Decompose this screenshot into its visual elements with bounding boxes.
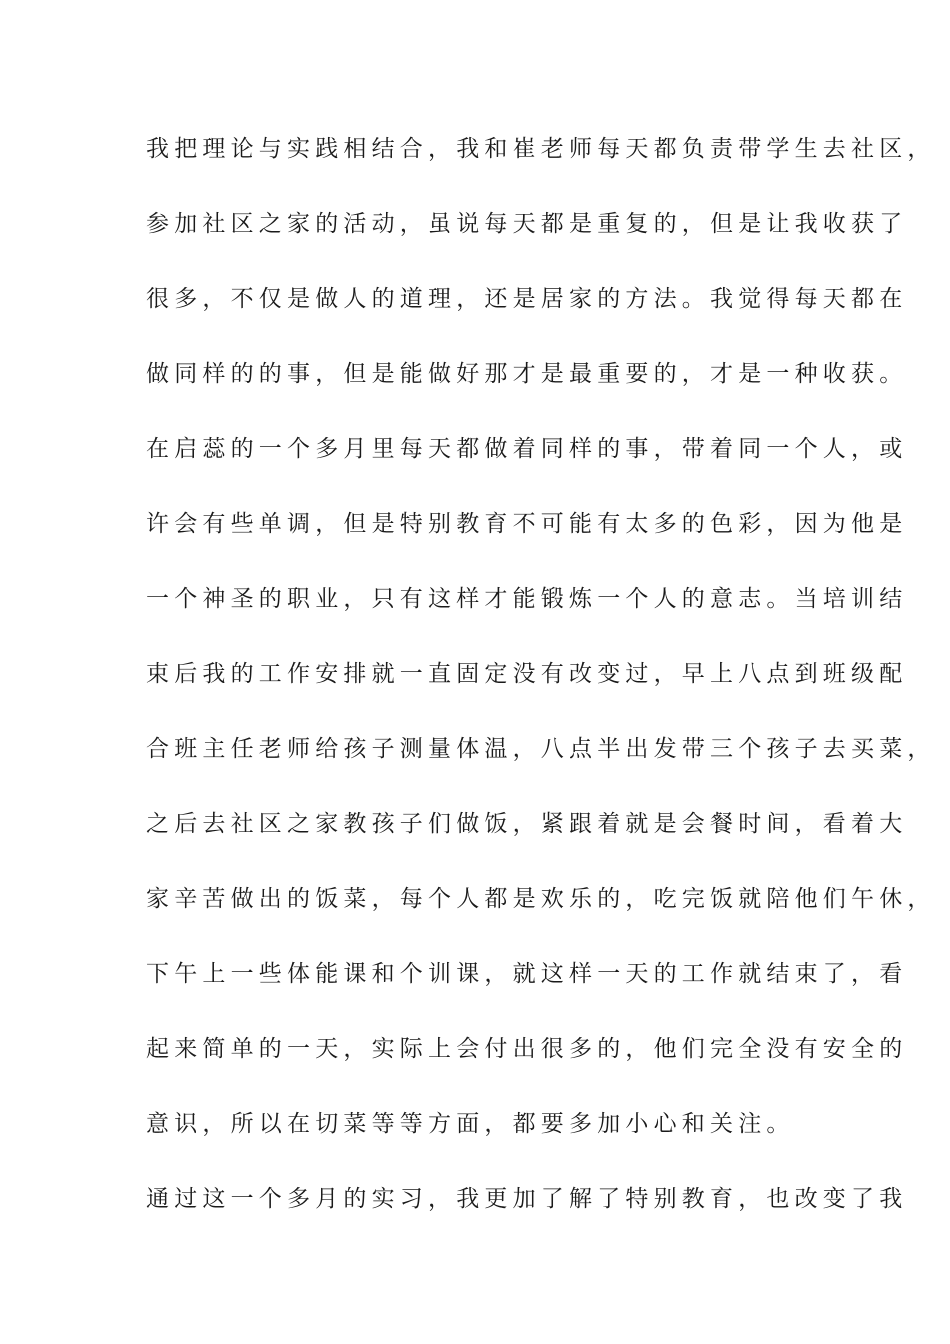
text-line: 合班主任老师给孩子测量体温，八点半出发带三个孩子去买菜， [146, 736, 936, 762]
text-line: 许会有些单调，但是特别教育不可能有太多的色彩，因为他是 [146, 511, 908, 537]
text-line: 起来简单的一天，实际上会付出很多的，他们完全没有安全的 [146, 1036, 908, 1062]
text-line: 我把理论与实践相结合，我和崔老师每天都负责带学生去社区， [146, 136, 936, 162]
text-line: 很多，不仅是做人的道理，还是居家的方法。我觉得每天都在 [146, 286, 908, 312]
text-line: 在启蕊的一个多月里每天都做着同样的事，带着同一个人，或 [146, 436, 908, 462]
text-line: 通过这一个多月的实习，我更加了解了特别教育，也改变了我 [146, 1186, 908, 1212]
text-line: 束后我的工作安排就一直固定没有改变过，早上八点到班级配 [146, 661, 908, 687]
text-line: 家辛苦做出的饭菜，每个人都是欢乐的，吃完饭就陪他们午休， [146, 886, 936, 912]
text-line: 做同样的的事，但是能做好那才是最重要的，才是一种收获。 [146, 361, 908, 387]
text-line: 一个神圣的职业，只有这样才能锻炼一个人的意志。当培训结 [146, 586, 908, 612]
text-line: 意识，所以在切菜等等方面，都要多加小心和关注。 [146, 1111, 795, 1137]
text-line: 下午上一些体能课和个训课，就这样一天的工作就结束了，看 [146, 961, 908, 987]
text-line: 参加社区之家的活动，虽说每天都是重复的，但是让我收获了 [146, 211, 908, 237]
text-line: 之后去社区之家教孩子们做饭，紧跟着就是会餐时间，看着大 [146, 811, 908, 837]
